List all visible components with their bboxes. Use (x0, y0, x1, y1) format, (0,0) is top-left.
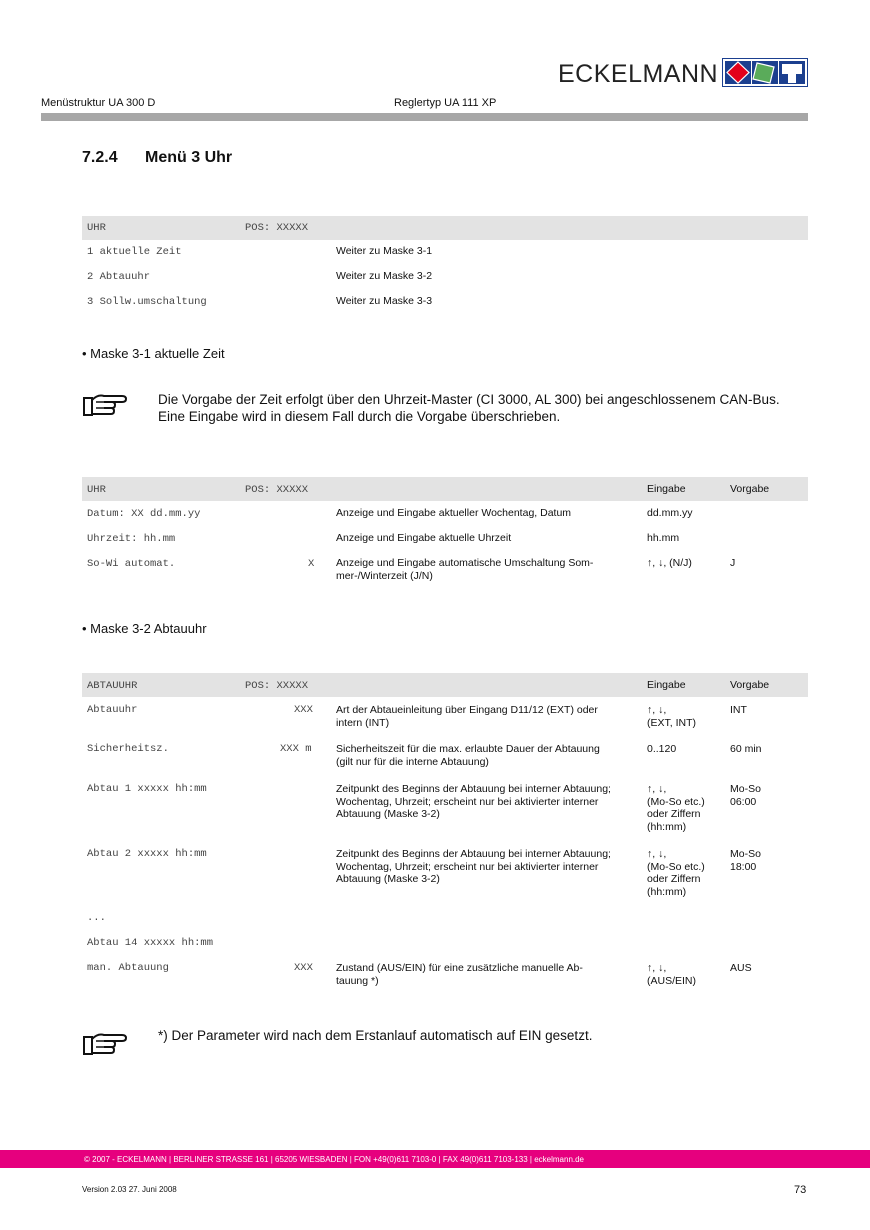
table-row-desc: Anzeige und Eingabe aktueller Wochentag, Datum (336, 507, 572, 519)
header-col-pos: POS: XXXXX (245, 484, 309, 496)
bullet-maske-3-1: • Maske 3-1 aktuelle Zeit (82, 346, 225, 361)
section-number: 7.2.4 (82, 149, 118, 166)
table-row-desc (336, 783, 611, 821)
table-row-desc (336, 848, 611, 886)
desc-line: Zeitpunkt des Beginns der Abtauung bei interner Abtauung; (336, 783, 611, 795)
table-row-pos: X (308, 558, 315, 570)
table-row-eingabe: dd.mm.yy (647, 507, 693, 519)
table-row-label: Abtau 2 xxxxx hh:mm (87, 848, 207, 860)
table-row-pos: XXX (294, 704, 313, 716)
table-row-desc: Weiter zu Maske 3-2 (336, 270, 433, 282)
table-row-label: 1 aktuelle Zeit (87, 246, 182, 258)
table-row-label: man. Abtauung (87, 962, 169, 974)
desc-line: Wochentag, Uhrzeit; erscheint nur bei aktivierter interner (336, 795, 599, 808)
table-row-label: 3 Sollw.umschaltung (87, 296, 207, 308)
bullet-text: Maske 3-2 Abtauuhr (90, 621, 207, 636)
eingabe-line: (Mo-So etc.) (647, 860, 705, 873)
header-col-menu: ABTAUUHR (87, 680, 138, 692)
header-col-vorgabe: Vorgabe (730, 483, 770, 495)
table-row-pos: XXX (294, 962, 313, 974)
header-col-vorgabe: Vorgabe (730, 679, 770, 691)
table-row-label: Abtau 14 xxxxx hh:mm (87, 937, 214, 949)
desc-line: Wochentag, Uhrzeit; erscheint nur bei aktivierter interner (336, 860, 599, 873)
table-row-ellipsis: ... (87, 912, 106, 924)
desc-line: Abtauung (Maske 3-2) (336, 873, 440, 885)
table-row-eingabe (647, 962, 696, 987)
table-row-label: Sicherheitsz. (87, 743, 169, 755)
table-row-desc (336, 743, 600, 768)
eingabe-line: (EXT, INT) (647, 716, 696, 729)
footer-band (0, 1150, 870, 1168)
pointing-hand-icon (82, 1029, 128, 1057)
table-row-eingabe (647, 704, 696, 729)
table-row-desc: Weiter zu Maske 3-1 (336, 245, 433, 257)
table-row-label: Uhrzeit: hh.mm (87, 533, 176, 545)
table-row-vorgabe: 60 min (730, 743, 762, 755)
header-col-eingabe: Eingabe (647, 483, 686, 495)
table-row-eingabe (647, 848, 705, 898)
table-row-label: 2 Abtauuhr (87, 271, 151, 283)
vorgabe-line: Mo-So (730, 848, 761, 860)
table-header (82, 673, 808, 697)
vorgabe-line: Mo-So (730, 783, 761, 795)
brand-logo-text: ECKELMANN (558, 60, 719, 88)
table-row-eingabe: hh.mm (647, 532, 680, 544)
desc-line: tauung *) (336, 974, 379, 987)
pointing-hand-icon (82, 390, 128, 418)
table-row-label: Datum: XX dd.mm.yy (87, 508, 201, 520)
desc-line: Zeitpunkt des Beginns der Abtauung bei interner Abtauung; (336, 848, 611, 860)
header-col-menu: UHR (87, 484, 106, 496)
page-number: 73 (794, 1184, 807, 1196)
footer-version: Version 2.03 27. Juni 2008 (82, 1185, 177, 1194)
table-row-eingabe (647, 783, 705, 833)
bullet-text: Maske 3-1 aktuelle Zeit (90, 346, 225, 361)
desc-line: Anzeige und Eingabe automatische Umschaltung Som- (336, 557, 594, 569)
note-manual-defrost: *) Der Parameter wird nach dem Erstanlauf automatisch auf EIN gesetzt. (158, 1028, 593, 1043)
header-col-pos: POS: XXXXX (245, 222, 309, 234)
eingabe-line: ↑, ↓, (647, 848, 667, 860)
table-row-label: So-Wi automat. (87, 558, 176, 570)
eingabe-line: (AUS/EIN) (647, 974, 697, 987)
section-title: Menü 3 Uhr (145, 149, 233, 166)
table-row-desc (336, 557, 593, 582)
table-row-desc (336, 962, 583, 987)
header-col-eingabe: Eingabe (647, 679, 686, 691)
header-center-title: Reglertyp UA 111 XP (394, 97, 497, 109)
eingabe-line: (hh:mm) (647, 885, 687, 898)
eingabe-line: (hh:mm) (647, 820, 687, 833)
eingabe-line: ↑, ↓, (647, 783, 667, 795)
header-col-menu: UHR (87, 222, 106, 234)
table-row-desc: Weiter zu Maske 3-3 (336, 295, 433, 307)
table-row-desc: Anzeige und Eingabe aktuelle Uhrzeit (336, 532, 512, 544)
desc-line: Zustand (AUS/EIN) für eine zusätzliche manuelle Ab- (336, 962, 583, 974)
desc-line: Abtauung (Maske 3-2) (336, 808, 440, 820)
desc-line: mer-/Winterzeit (J/N) (336, 569, 433, 582)
table-row-vorgabe: J (730, 557, 736, 569)
eingabe-line: (Mo-So etc.) (647, 795, 705, 808)
table-row-pos: XXX m (280, 743, 312, 755)
desc-line: Sicherheitszeit für die max. erlaubte Dauer der Abtauung (336, 743, 600, 755)
eingabe-line: ↑, ↓, (647, 704, 667, 716)
desc-line: Art der Abtaueinleitung über Eingang D11/12 (EXT) oder (336, 704, 598, 716)
table-row-eingabe: 0..120 (647, 743, 677, 755)
table-row-eingabe: ↑, ↓, (N/J) (647, 557, 692, 569)
table-row-vorgabe (730, 848, 761, 873)
note-uhrzeit-master: Die Vorgabe der Zeit erfolgt über den Uhrzeit-Master (CI 3000, AL 300) bei angeschlossenem CAN-Bus. Eine Eingabe wird in diesem Fall durch die Vorgabe überschrieben. (158, 392, 780, 424)
footer-address: © 2007 - ECKELMANN | BERLINER STRASSE 161 | 65205 WIESBADEN | FON +49(0)611 7103-0 | FAX 49(0)611 7103-133 | eckelmann.de (84, 1155, 585, 1164)
vorgabe-line: 18:00 (730, 860, 757, 873)
eingabe-line: oder Ziffern (647, 808, 701, 820)
table-row-desc (336, 704, 598, 729)
desc-line: intern (INT) (336, 716, 390, 729)
eingabe-line: oder Ziffern (647, 873, 701, 885)
table-header (82, 477, 808, 501)
table-row-label: Abtauuhr (87, 704, 138, 716)
table-row-vorgabe (730, 783, 761, 808)
vorgabe-line: 06:00 (730, 795, 757, 808)
header-left-title: Menüstruktur UA 300 D (41, 97, 156, 109)
bullet-maske-3-2: • Maske 3-2 Abtauuhr (82, 621, 207, 636)
header-col-pos: POS: XXXXX (245, 680, 309, 692)
table-header (82, 216, 808, 240)
eingabe-line: ↑, ↓, (647, 962, 667, 974)
table-row-label: Abtau 1 xxxxx hh:mm (87, 783, 207, 795)
header-rule (41, 113, 808, 121)
brand-logo-mark (722, 58, 808, 87)
table-row-vorgabe: INT (730, 704, 747, 716)
table-row-vorgabe: AUS (730, 962, 752, 974)
desc-line: (gilt nur für die interne Abtauung) (336, 755, 489, 768)
